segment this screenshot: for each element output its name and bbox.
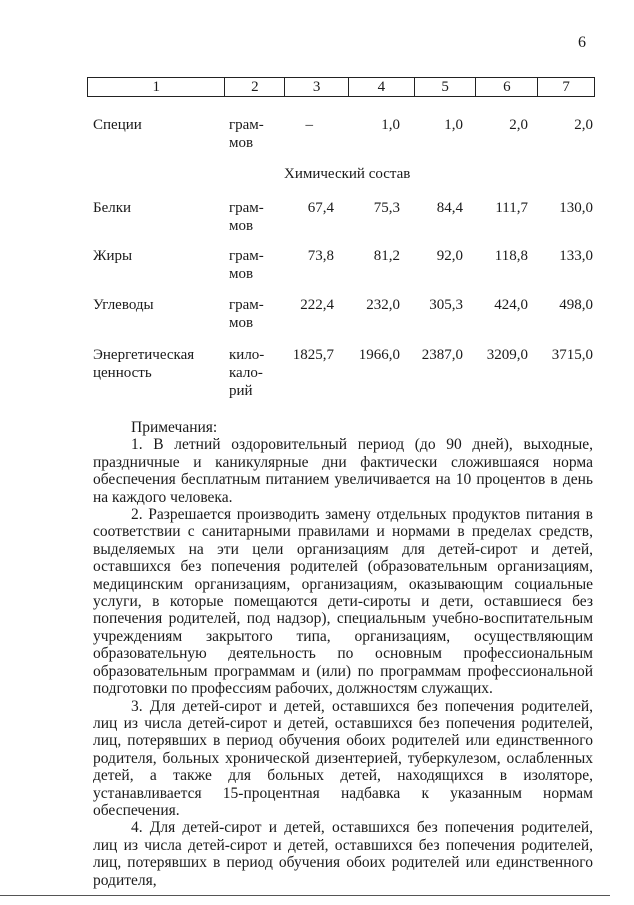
table-column-number-row [87, 77, 595, 97]
row-value: 118,8 [494, 248, 528, 264]
row-unit: кило- кало- рий [229, 347, 265, 399]
row-value: 1,0 [381, 117, 400, 133]
notes-title: Примечания: [131, 419, 218, 436]
row-unit: грам- мов [229, 248, 264, 282]
section-title: Химический состав [284, 166, 411, 182]
page-number: 6 [578, 34, 586, 51]
row-value: – [305, 117, 313, 133]
column-number: 6 [476, 78, 538, 96]
row-value: 1,0 [444, 117, 463, 133]
row-value: 232,0 [366, 297, 400, 313]
note-paragraph: 3. Для детей-сирот и детей, оставшихся без попечения родителей, лиц из числа детей-сирот и детей, оставшихся без попечения родителей, лиц, потерявших в период обучения обоих родителей или единственного родителя, больных хронической дизентерией, туберкулезом, ослабленных детей, а также для больных детей, находящихся в изоляторе, устанавливается 15-процентная надбавка к указанным нормам обеспечения. [93, 697, 593, 819]
note-paragraph: 4. Для детей-сирот и детей, оставшихся без попечения родителей, лиц из числа детей-сирот и детей, оставшихся без попечения родителей, лиц, потерявших в период обучения обоих родителей или единственного родителя, [93, 819, 593, 889]
row-value: 130,0 [559, 200, 593, 216]
row-value: 92,0 [436, 248, 463, 264]
row-value: 1825,7 [292, 347, 334, 363]
row-value: 75,3 [373, 200, 400, 216]
column-number: 1 [88, 78, 225, 96]
row-unit: грам- мов [229, 297, 264, 331]
column-number: 3 [285, 78, 349, 96]
row-unit: грам- мов [229, 117, 264, 151]
row-name: Белки [93, 200, 132, 216]
row-value: 81,2 [373, 248, 400, 264]
row-value: 498,0 [559, 297, 593, 313]
row-name: Специи [93, 117, 142, 133]
row-value: 3715,0 [551, 347, 593, 363]
row-unit: грам- мов [229, 200, 264, 234]
row-value: 133,0 [559, 248, 593, 264]
row-value: 1966,0 [358, 347, 400, 363]
row-value: 73,8 [307, 248, 334, 264]
row-value: 3209,0 [486, 347, 528, 363]
row-name: Энергетическая ценность [93, 347, 195, 381]
row-value: 67,4 [307, 200, 334, 216]
bottom-rule [0, 895, 610, 896]
row-value: 222,4 [300, 297, 334, 313]
note-paragraph: 1. В летний оздоровительный период (до 90 дней), выходные, праздничные и каникулярные дни фактически сложившаяся норма обеспечения бесплатным питанием увеличивается на 10 процентов в день на каждого человека. [93, 436, 593, 506]
row-value: 2,0 [574, 117, 593, 133]
column-number: 4 [349, 78, 415, 96]
row-value: 2,0 [509, 117, 528, 133]
row-name: Жиры [93, 248, 133, 264]
note-paragraph: 2. Разрешается производить замену отдельных продуктов питания в соответствии с санитарными правилами и нормами в пределах средств, выделяемых на эти цели организациям для детей-сирот и детей, оставшихся без попечения родителей (образовательным организациям, медицинским организациям, организациям, оказывающим социальные услуги, в которые помещаются дети-сироты и дети, оставшиеся без попечения родителей, под надзор), специальным учебно-воспитательным учреждениям закрытого типа, организациям, осуществляющим образовательную деятельность по основным профессиональным образовательным программам и (или) по программам профессиональной подготовки по профессиям рабочих, должностям служащих. [93, 506, 593, 698]
column-number: 7 [562, 79, 570, 95]
notes-section [93, 419, 593, 889]
column-number: 5 [415, 78, 477, 96]
row-value: 84,4 [436, 200, 463, 216]
row-value: 305,3 [429, 297, 463, 313]
row-value: 111,7 [495, 200, 528, 216]
row-value: 424,0 [494, 297, 528, 313]
row-name: Углеводы [93, 297, 154, 313]
row-value: 2387,0 [421, 347, 463, 363]
column-number: 2 [225, 78, 285, 96]
